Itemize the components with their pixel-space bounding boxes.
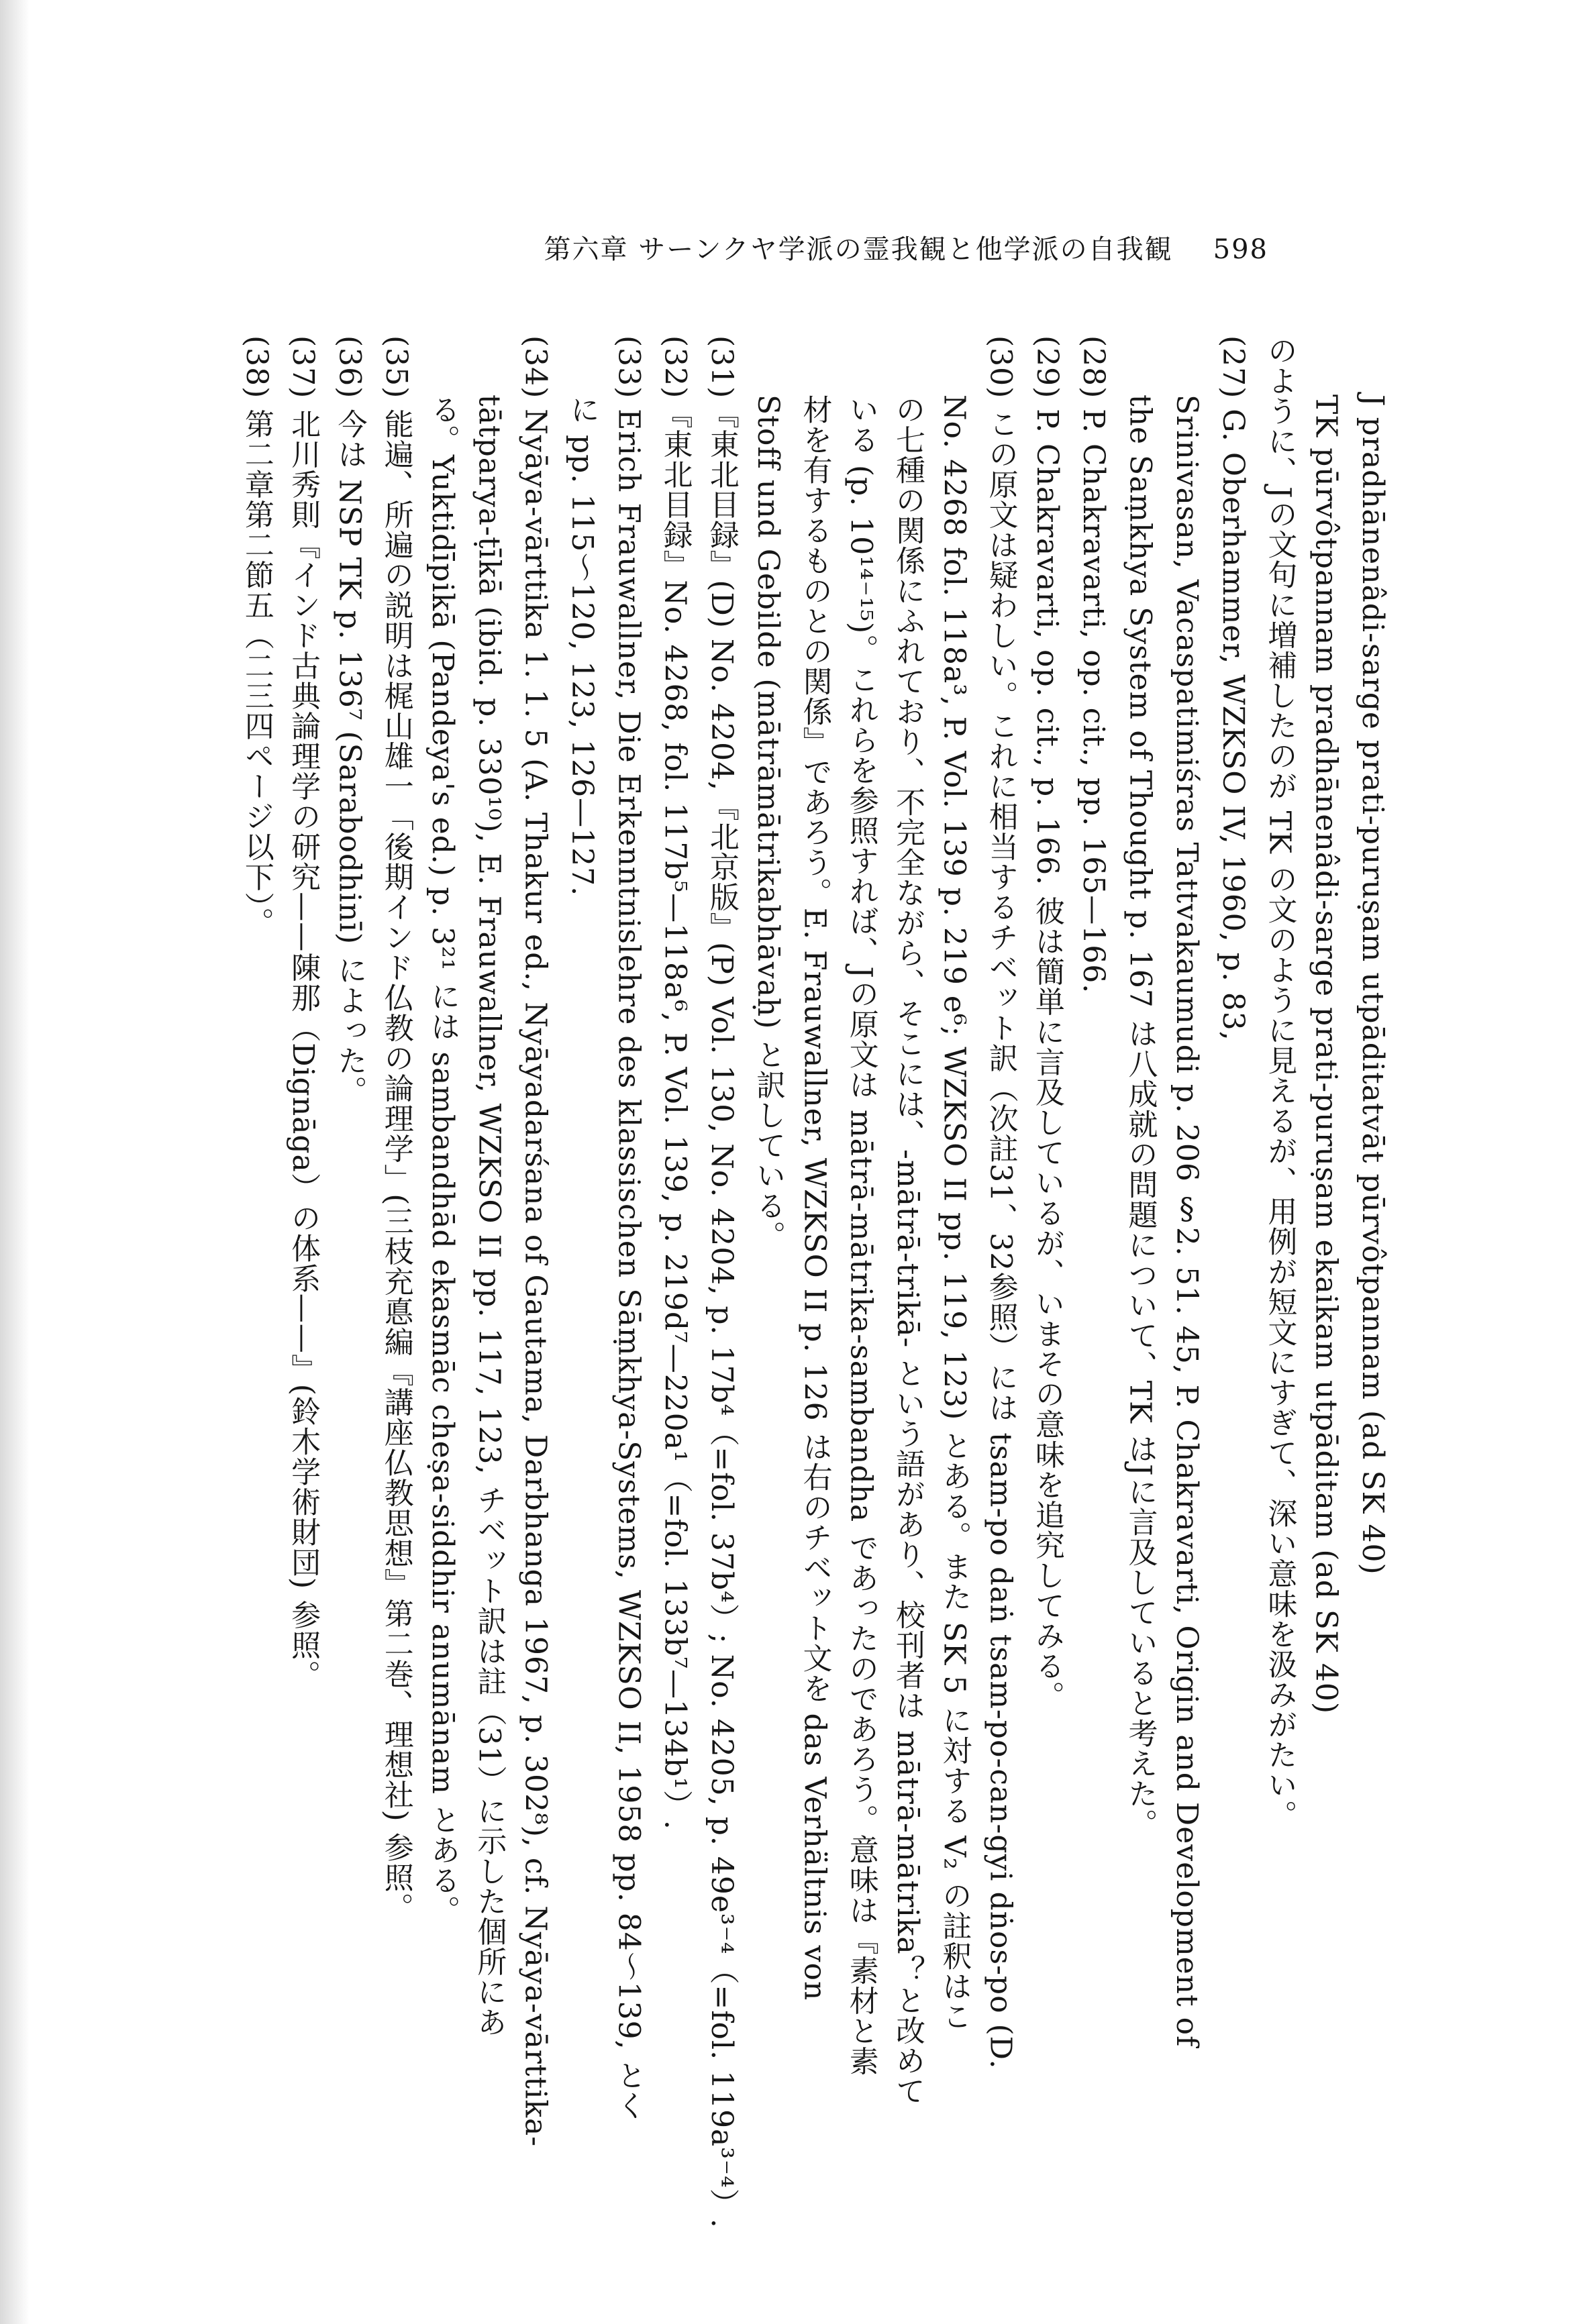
note-34: (34) Nyāya-vārttika 1. 1. 5 (A. Thakur ed., Nyāyadarśana of Gautama, Darbhanga 1967, p. 302⁸), cf. Nyāya-vārttika- bbox=[518, 335, 553, 2148]
note-line: Stoff und Gebilde (mātrāmātrikabhāvaḥ) と訳している。 bbox=[751, 394, 786, 1251]
note-33: (33) Erich Frauwallner, Die Erkenntnislehre des klassischen Sāṃkhya-Systems, WZKSO II, 1958 pp. 84〜139, とく bbox=[611, 335, 646, 2121]
note-line: のように、Jの文句に増補したのが TK の文のように見えるが、用例が短文にすぎて、深い意味を汲みがたい。 bbox=[1262, 335, 1297, 1830]
footnotes-body bbox=[234, 335, 1396, 2229]
note-line: Srinivasan, Vacaspatimiśras Tattvakaumudi p. 206 §2. 51. 45, P. Chakravarti, Origin and Development of bbox=[1169, 394, 1204, 2048]
note-line: 材を有するものとの関係』であろう。E. Frauwallner, WZKSO II p. 126 は右のチベット文を das Verhältnis von bbox=[797, 394, 832, 2001]
chapter-title: 第六章 サーンクヤ学派の霊我観と他学派の自我観 bbox=[544, 234, 1173, 265]
note-27: (27) G. Oberhammer, WZKSO IV, 1960, p. 83, bbox=[1216, 335, 1251, 1041]
note-line: る。Yuktidīpikā (Pandeya's ed.) p. 3²¹ には sambandhād ekasmāc cheṣa-siddhir anumānam とある。 bbox=[425, 394, 460, 1925]
running-head bbox=[544, 228, 1268, 266]
note-line: いる (p. 10¹⁴⁻¹⁵)。これらを参照すれば、Jの原文は mātrā-mātrika-sambandha であったのであろう。意味は『素材と素 bbox=[844, 394, 878, 2076]
note-29: (29) P. Chakravarti, op. cit., p. 166. 彼は簡単に言及しているが、いまその意味を追究してみる。 bbox=[1029, 335, 1064, 1711]
note-line: tātparya-ṭīkā (ibid. p. 330¹⁰), E. Frauwallner, WZKSO II pp. 117, 123, チベット訳は註（31）に示した個所にあ bbox=[472, 394, 507, 2038]
note-38: (38) 第二章第二節五（二三四ページ以下）。 bbox=[239, 335, 274, 938]
note-line: の七種の関係にふれており、不完全ながら、そこには、-mātrā-trikā- という語があり、校刊者は mātrā-mātrika？と改めて bbox=[891, 394, 925, 2106]
page-number: 598 bbox=[1213, 234, 1268, 265]
note-line: the Saṃkhya System of Thought p. 167 は八成就の問題について、TK はJに言及していると考えた。 bbox=[1123, 394, 1158, 1839]
note-28: (28) P. Chakravarti, op. cit., pp. 165—166. bbox=[1076, 335, 1111, 994]
note-32: (32)『東北目録』No. 4268, fol. 117b⁵—118a⁶, P. Vol. 139, p. 219d⁷—220a¹（=fol. 133b⁷—134b¹）. bbox=[658, 335, 693, 1830]
note-36: (36) 今は NSP TK p. 136⁷ (Sarabodhinī) によった。 bbox=[332, 335, 367, 1106]
note-30: (30) この原文は疑わしい。これに相当するチベット訳（次註31、32参照）には tsam-po daṅ tsam-po-can-gyi dṅos-po (D. bbox=[983, 335, 1018, 2070]
note-line: No. 4268 fol. 118a³, P. Vol. 139 p. 219 e⁶; WZKSO II pp. 119, 123) とある。また SK 5 に対する V₂ の註釈はこ bbox=[937, 394, 972, 2031]
note-31: (31)『東北目録』(D) No. 4204,『北京版』(P) Vol. 130, No. 4204, p. 17b⁴（=fol. 37b⁴）; No. 4205, p. 49e³⁻⁴（=fol. 119a³⁻⁴）. bbox=[704, 335, 739, 2229]
note-line: TK pūrvôtpannam pradhānenâdi-sarge prati-puruṣam ekaikam utpāditam (ad SK 40) bbox=[1309, 394, 1344, 1715]
note-35: (35) 能遍、所遍の説明は梶山雄一「後期インド仏教の論理学」(三枝充悳編『講座仏教思想』第二巻、理想社) 参照。 bbox=[378, 335, 413, 1923]
note-line: に pp. 115〜120, 123, 126—127. bbox=[564, 394, 599, 897]
note-line: J pradhānenâdi-sarge prati-puruṣam utpāditatvāt pūrvôtpannam (ad SK 40) bbox=[1356, 394, 1390, 1575]
note-37: (37) 北川秀則『インド古典論理学の研究——陳那（Dignāga）の体系——』(鈴木学術財団) 参照。 bbox=[286, 335, 321, 1691]
